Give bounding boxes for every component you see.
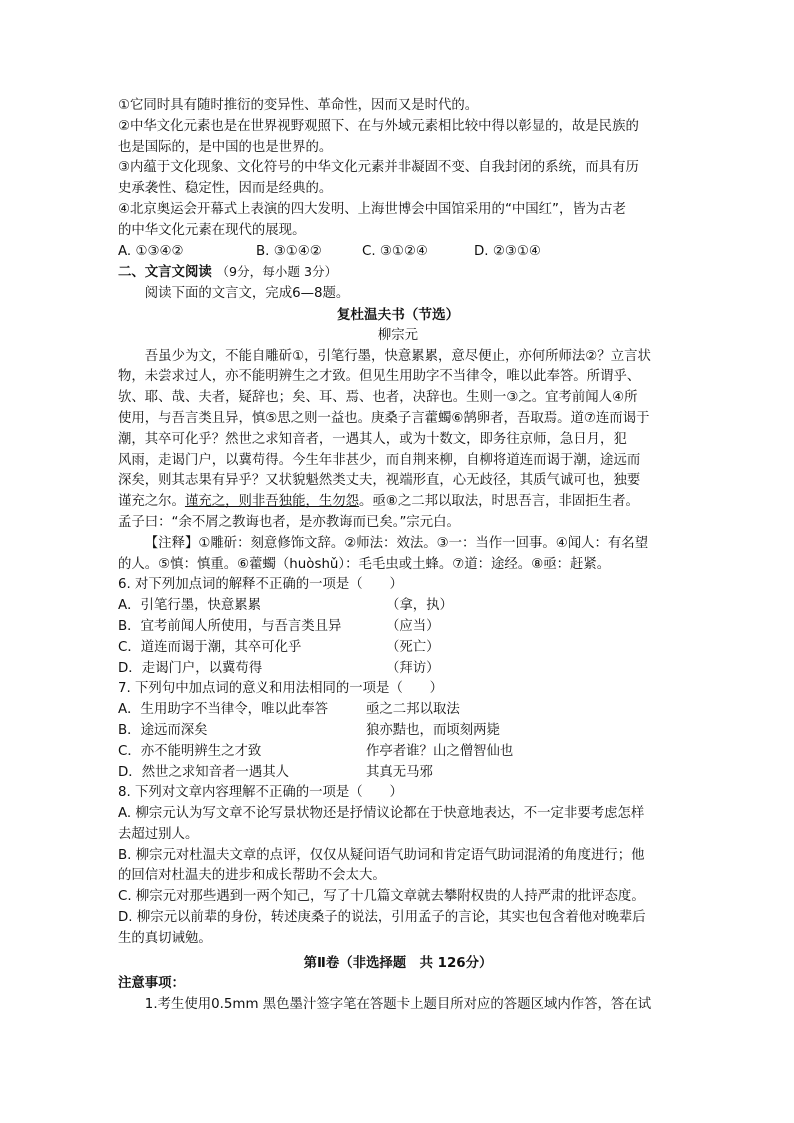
q8-option-d-cont: 生的真切诫勉。 <box>118 930 212 946</box>
statement-2: ②中华文化元素也是在世界视野观照下、在与外域元素相比较中得以彰显的，故是民族的 <box>118 118 639 134</box>
q7-option-b <box>118 721 678 742</box>
notice-heading: 注意事项： <box>118 976 185 992</box>
q5-option-c: C. ③①②④ <box>362 243 428 259</box>
q7-stem: 7. 下列句中加点词的意义和用法相同的一项是（ ） <box>118 681 444 697</box>
passage-line-3: 欤、耶、哉、夫者，疑辞也；矣、耳、焉、也者，决辞也。生则一③之。宜考前闻人④所 <box>118 390 638 406</box>
q7-option-b-left: B．途远而深矣 <box>118 722 208 738</box>
passage-line-7: 深矣，则其志果有异乎？又状貌魁然类丈夫，视端形直，心无歧径，其质气诚可也，独要 <box>118 473 641 489</box>
section-2-note: （9分，每小题 3分） <box>216 264 338 280</box>
q6-option-b-text: B．宜考前闻人所使用，与吾言类且异 <box>118 618 342 634</box>
statement-4: ④北京奥运会开幕式上表演的四大发明、上海世博会中国馆采用的“中国红”，皆为古老 <box>118 201 626 217</box>
instruction: 阅读下面的文言文，完成6—8题。 <box>144 286 350 302</box>
q6-option-d-text: D．走谒门户，以冀苟得 <box>118 660 263 676</box>
q6-option-c-gloss: （死亡） <box>386 639 440 655</box>
q7-option-b-right: 狼亦黠也，而顷刻两毙 <box>366 722 500 738</box>
statement-4-cont: 的中华文化元素在现代的展现。 <box>118 222 306 238</box>
passage-line-8-post: 。亟⑧之二邦以取法，时思吾言，非固拒生者。 <box>359 494 639 510</box>
part-2-title: 第Ⅱ卷（非选择题 共 126分） <box>303 955 493 971</box>
q7-option-c-left: C．亦不能明辨生之才致 <box>118 743 262 759</box>
passage-line-8-pre: 谨充之尔。 <box>118 494 185 510</box>
q8-stem: 8. 下列对文章内容理解不正确的一项是（ ） <box>118 785 403 801</box>
passage-line-1: 吾虽少为文，不能自雕斫①，引笔行墨，快意累累，意尽便止，亦何所师法②？立言状 <box>144 348 651 364</box>
q6-stem: 6. 对下列加点词的解释不正确的一项是（ ） <box>118 577 403 593</box>
q8-option-d: D. 柳宗元以前辈的身份，转述庚桑子的说法，引用孟子的言论，其实也包含着他对晚辈后 <box>118 910 646 926</box>
q8-option-b: B. 柳宗元对杜温夫文章的点评，仅仅从疑问语气助词和肯定语气助词混淆的角度进行；他 <box>118 847 645 863</box>
section-2-title: 二、文言文阅读 <box>118 265 212 281</box>
q7-option-a-left: A．生用助字不当律令，唯以此奉答 <box>118 702 329 718</box>
q8-option-b-cont: 的回信对杜温夫的进步和成长帮助不会太大。 <box>118 868 386 884</box>
exam-page <box>118 96 678 1016</box>
statement-3: ③内蕴于文化现象、文化符号的中华文化元素并非凝固不变、自我封闭的系统，而具有历 <box>118 160 639 176</box>
notes-line-2: 的人。⑤慎：慎重。⑥藿蠋（huòshǔ）：毛毛虫或土蜂。⑦道：途经。⑧亟：赶紧。 <box>118 556 611 572</box>
notice-line-1: 1.考生使用0.5mm 黑色墨汁签字笔在答题卡上题目所对应的答题区域内作答，答在试 <box>144 997 652 1013</box>
q5-options <box>118 242 678 263</box>
passage-line-5: 潮，其卒可化乎？然世之求知音者，一遇其人，或为十数文，即务往京师，急日月，犯 <box>118 431 627 447</box>
q6-option-a <box>118 596 678 617</box>
q8-option-a-cont: 去超过别人。 <box>118 826 199 842</box>
passage-line-6: 风雨，走谒门户，以冀苟得。今生年非甚少，而自荆来柳，自柳将道连而谒于潮，途远而 <box>118 452 641 468</box>
passage-line-8 <box>118 492 678 513</box>
notes-line-1: 【注释】①雕斫：刻意修饰文辞。②师法：效法。③一：当作一回事。④闻人：有名望 <box>144 535 649 551</box>
q6-option-a-text: A．引笔行墨，快意累累 <box>118 598 262 614</box>
q8-option-c: C. 柳宗元对那些遇到一两个知己，写了十几篇文章就去攀附权贵的人持严肃的批评态度。 <box>118 889 645 905</box>
q5-option-a: A. ①③④② <box>118 243 184 259</box>
passage-author: 柳宗元 <box>377 327 419 343</box>
q8-option-a: A. 柳宗元认为写文章不论写景状物还是抒情议论都在于快意地表达，不一定非要考虑怎样 <box>118 806 645 822</box>
q6-option-c <box>118 638 678 659</box>
statement-1: ①它同时具有随时推衍的变异性、革命性，因而又是时代的。 <box>118 98 479 113</box>
q6-option-c-text: C．道连而谒于潮，其卒可化乎 <box>118 639 302 655</box>
q6-option-d-gloss: （拜访） <box>386 660 440 676</box>
statement-2-cont: 也是国际的，是中国的也是世界的。 <box>118 139 333 155</box>
passage-end: 孟子曰：“余不屑之教诲也者，是亦教诲而已矣。”宗元白。 <box>118 514 460 530</box>
statement-3-cont: 史承袭性、稳定性，因而是经典的。 <box>118 181 333 197</box>
passage-line-2: 物，未尝求过人，亦不能明辨生之才致。但见生用助字不当律令，唯以此奉答。所谓乎、 <box>118 369 641 385</box>
passage-line-4: 使用，与吾言类且异，慎⑤思之则一益也。庚桑子言藿蠋⑥鹄卵者，吾取焉。道⑦连而谒于 <box>118 410 650 426</box>
q6-option-b-gloss: （应当） <box>386 618 440 634</box>
q7-option-c-right: 作亭者谁？山之僧智仙也 <box>366 743 514 759</box>
q7-option-d-left: D．然世之求知音者一遇其人 <box>118 764 289 780</box>
q7-option-d-right: 其真无马邪 <box>366 764 433 780</box>
q7-option-d <box>118 763 678 784</box>
underlined-sentence: 谨充之，则非吾独能，生勿怨 <box>184 494 360 510</box>
q6-option-b <box>118 617 678 638</box>
q6-option-d <box>118 659 678 680</box>
q7-option-a <box>118 700 678 721</box>
q5-option-d: D. ②③①④ <box>474 243 541 259</box>
q7-option-c <box>118 742 678 763</box>
q7-option-a-right: 亟之二邦以取法 <box>366 702 460 718</box>
q5-option-b: B. ③①④② <box>256 243 322 259</box>
section-2-heading <box>118 262 678 284</box>
passage-title: 复杜温夫书（节选） <box>336 306 460 323</box>
q6-option-a-gloss: （拿，执） <box>386 598 453 614</box>
